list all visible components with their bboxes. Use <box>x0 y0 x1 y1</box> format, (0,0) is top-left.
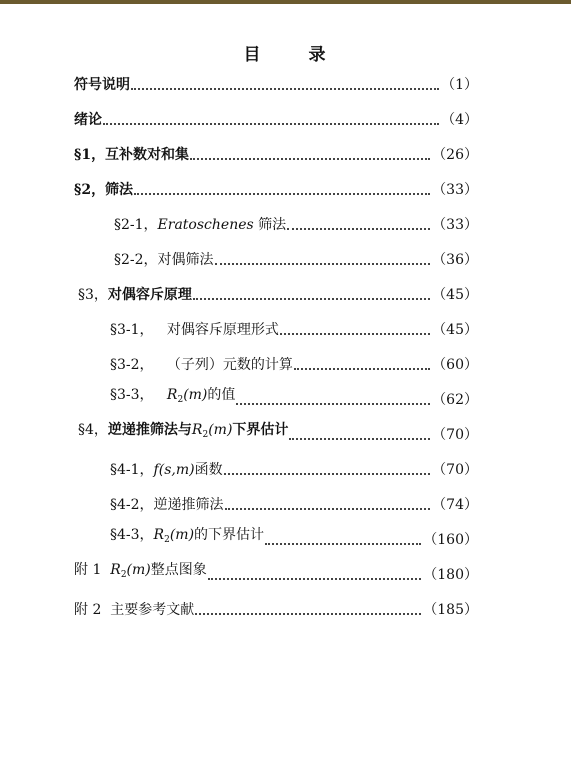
leader-dots <box>287 228 430 230</box>
toc-entry[interactable] <box>74 109 478 131</box>
leader-dots <box>134 193 430 195</box>
toc-entry-label: §3-2， （子列）元数的计算 <box>110 357 293 373</box>
toc-entry[interactable] <box>114 214 478 236</box>
leader-dots <box>190 158 430 160</box>
toc-entry-label: §3，对偶容斥原理 <box>78 287 192 303</box>
toc-entry-page: （26） <box>432 147 478 163</box>
toc-entry-page: （185） <box>423 602 478 618</box>
leader-dots <box>193 298 430 300</box>
leader-dots <box>265 543 421 545</box>
title-char-2: 录 <box>308 45 328 65</box>
toc-entry-page: （45） <box>432 322 478 338</box>
title-char-1: 目 <box>243 45 263 65</box>
toc-entry[interactable] <box>78 424 478 446</box>
leader-dots <box>224 473 431 475</box>
leader-dots <box>236 403 430 405</box>
toc-entry-label: §4-3，$R_2(m)$的下界估计 <box>110 527 265 545</box>
toc-entry-label: §3-3， $R_2(m)$的值 <box>110 387 236 405</box>
leader-dots <box>215 263 431 265</box>
toc-entry-page: （70） <box>432 462 478 478</box>
toc-entry-page: （33） <box>432 182 478 198</box>
toc-entry[interactable] <box>74 599 478 621</box>
toc-entry-page: （4） <box>441 112 478 128</box>
toc-entry-page: （160） <box>423 532 478 548</box>
toc-entry[interactable] <box>110 389 478 411</box>
toc-entry-label: §3-1， 对偶容斥原理形式 <box>110 322 279 338</box>
toc-entry-label: §2-1，Eratoschenes 筛法 <box>114 217 287 233</box>
leader-dots <box>208 578 422 580</box>
toc-entry-page: （45） <box>432 287 478 303</box>
toc-entry-label: 附 1 $R_2(m)$整点图象 <box>74 562 207 580</box>
toc-entry[interactable] <box>74 74 478 96</box>
toc-entry-label: §1，互补数对和集 <box>74 147 190 163</box>
toc-entry-page: （70） <box>432 427 478 443</box>
toc-entry-page: （33） <box>432 217 478 233</box>
toc-entry-label: 符号说明 <box>74 77 130 93</box>
leader-dots <box>280 333 430 335</box>
leader-dots <box>131 88 439 90</box>
toc-entry-page: （180） <box>423 567 478 583</box>
page-title <box>0 40 571 65</box>
toc-entry[interactable] <box>110 354 478 376</box>
toc-entry-page: （60） <box>432 357 478 373</box>
toc-entry[interactable] <box>74 144 478 166</box>
toc-entry[interactable] <box>78 284 478 306</box>
toc-entry-label: §4，逆递推筛法与$R_2(m)$下界估计 <box>78 422 289 440</box>
toc-entry-page: （1） <box>441 77 478 93</box>
leader-dots <box>195 613 421 615</box>
toc-entry-page: （36） <box>432 252 478 268</box>
toc-entry-label: 绪论 <box>74 112 102 128</box>
leader-dots <box>103 123 439 125</box>
toc-entry-label: §4-1，f(s,m)函数 <box>110 462 223 478</box>
toc-entry-page: （62） <box>432 392 478 408</box>
toc-entry[interactable] <box>110 459 478 481</box>
toc-entry[interactable] <box>110 529 478 551</box>
leader-dots <box>289 438 430 440</box>
toc-entry[interactable] <box>114 249 478 271</box>
toc-entry[interactable] <box>74 179 478 201</box>
toc-entry-label: §2，筛法 <box>74 182 134 198</box>
toc-entry-label: §2-2，对偶筛法 <box>114 252 214 268</box>
toc-entry-page: （74） <box>432 497 478 513</box>
toc-entry[interactable] <box>110 319 478 341</box>
leader-dots <box>225 508 431 510</box>
toc-entry[interactable] <box>74 564 478 586</box>
leader-dots <box>294 368 430 370</box>
toc-entry[interactable] <box>110 494 478 516</box>
toc-entry-label: §4-2，逆递推筛法 <box>110 497 224 513</box>
toc-entry-label: 附 2 主要参考文献 <box>74 602 195 618</box>
